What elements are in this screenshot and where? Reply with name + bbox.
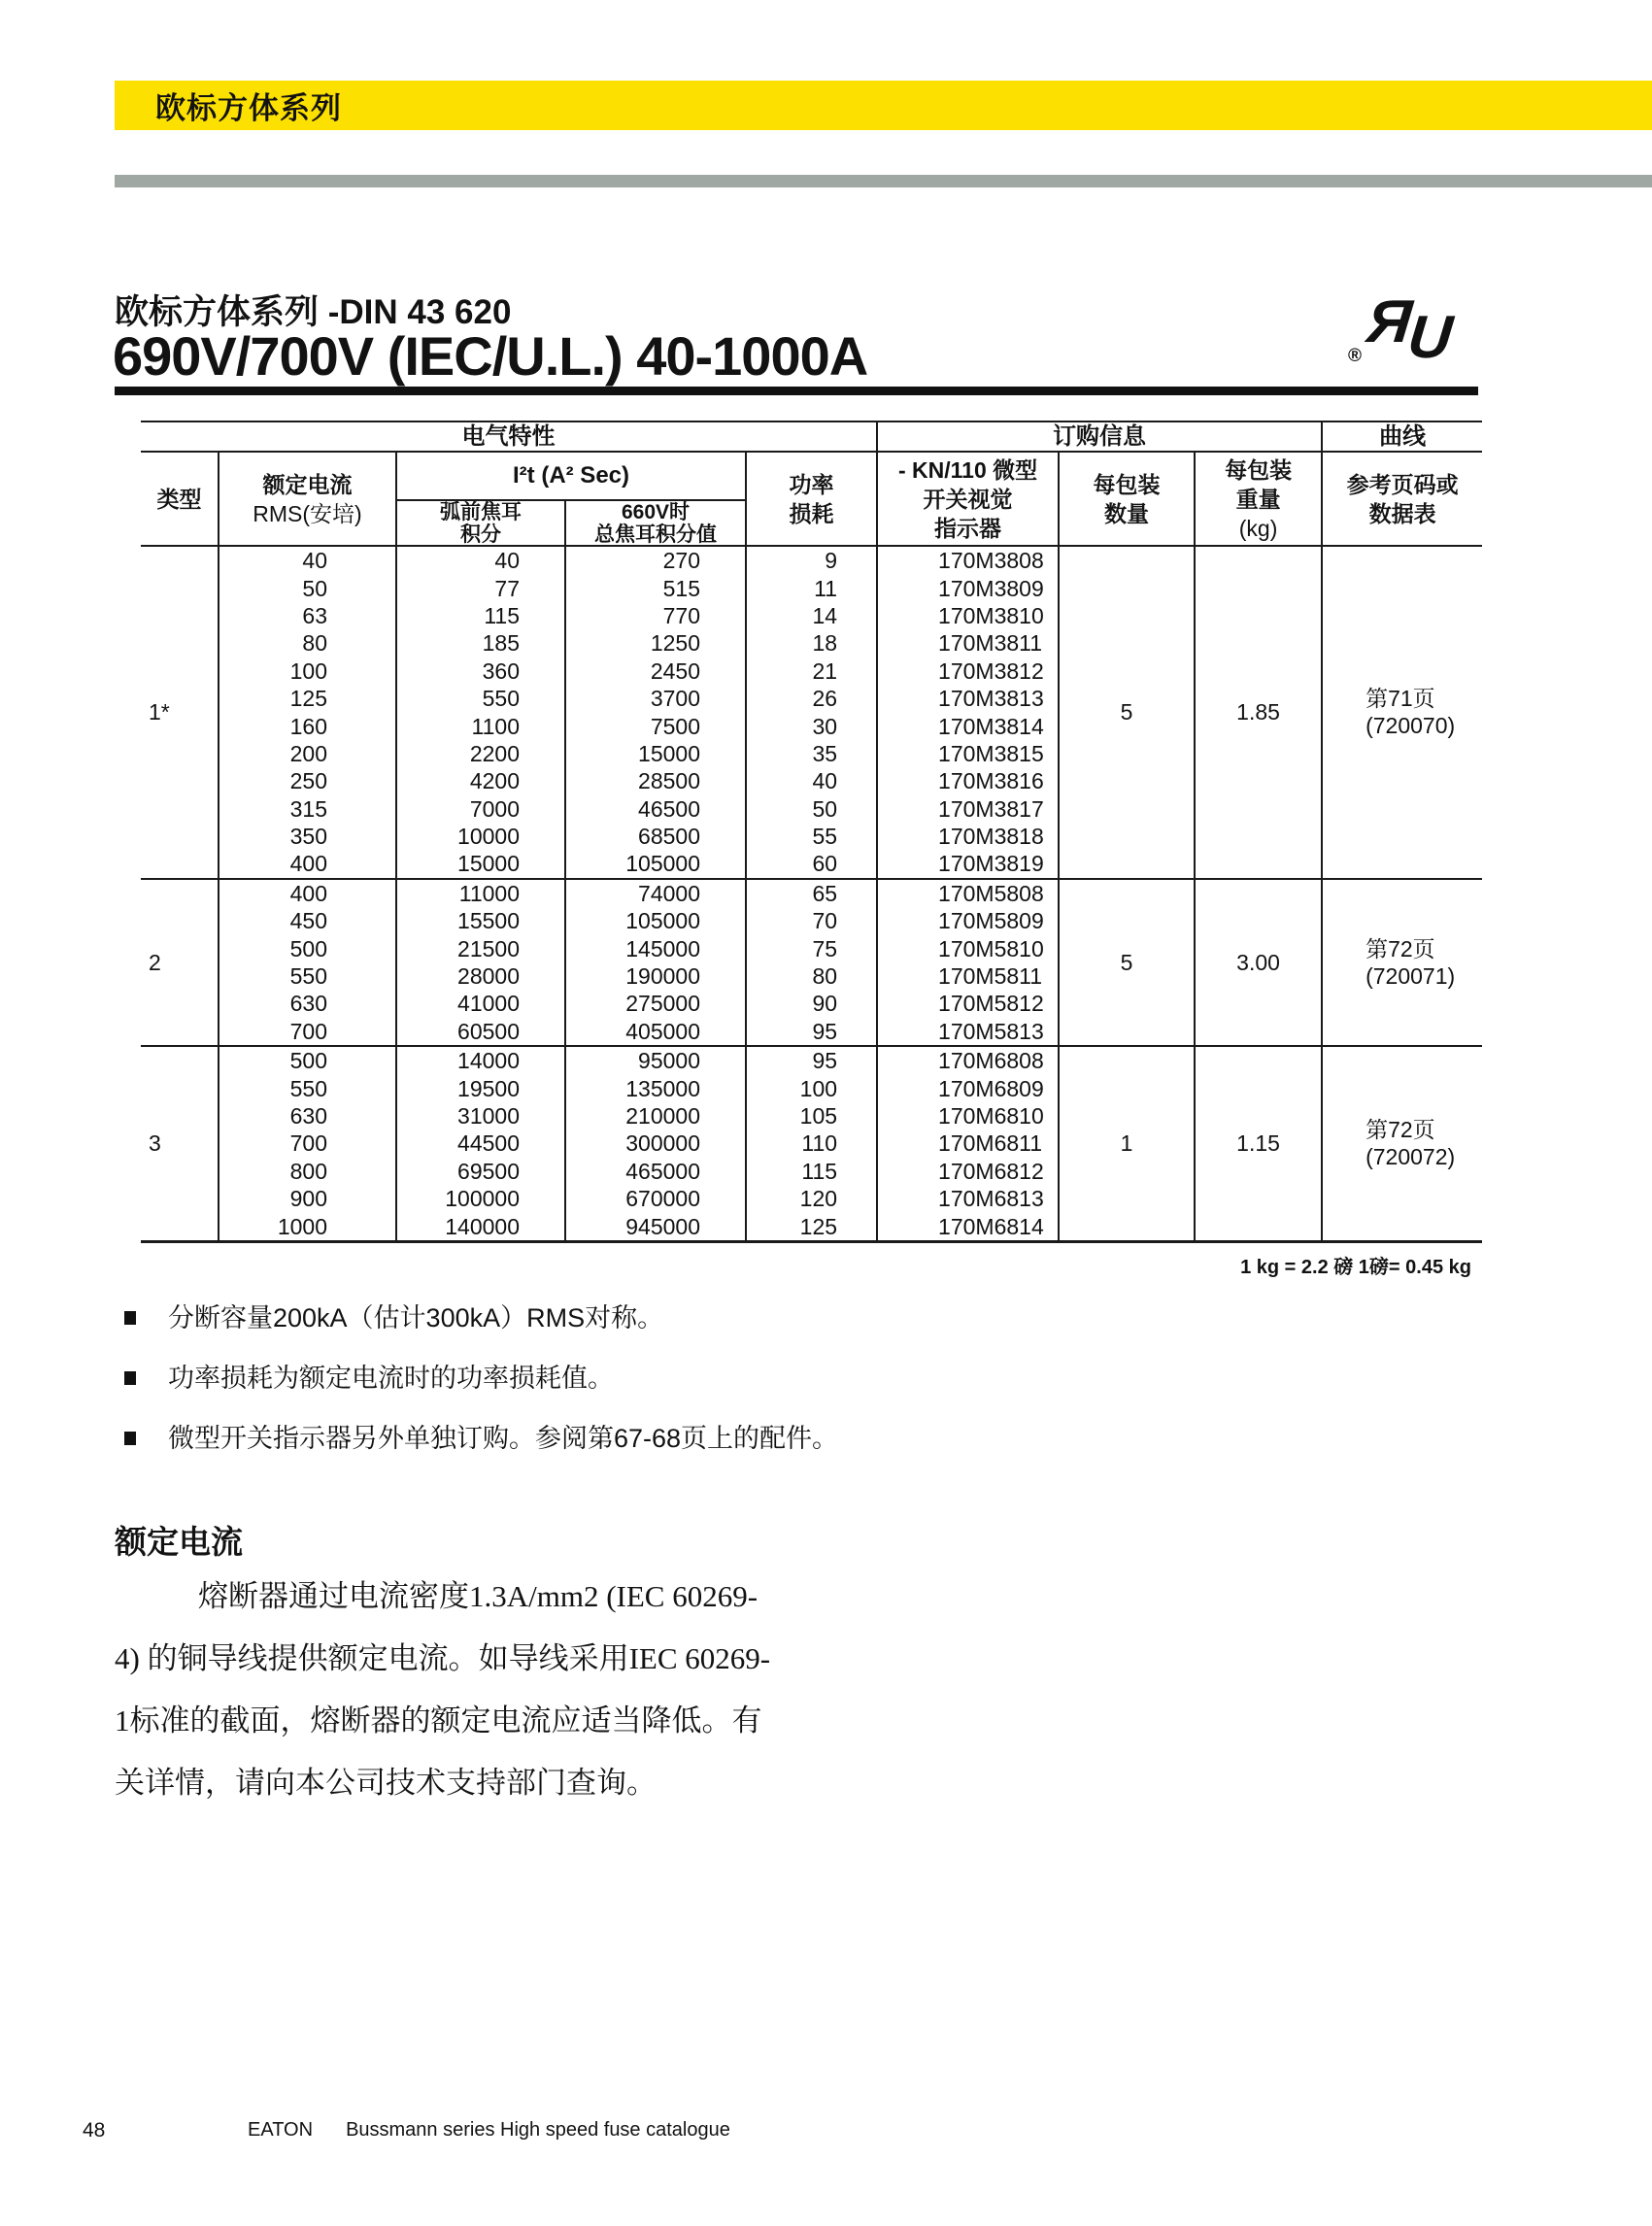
ul-recognized-mark bbox=[1348, 288, 1479, 384]
cell-power-loss: 125 bbox=[746, 1212, 877, 1241]
title-rule bbox=[115, 387, 1478, 395]
cell-prearc-i2t: 41000 bbox=[396, 990, 565, 1017]
cell-prearc-i2t: 115 bbox=[396, 602, 565, 629]
paragraph-line: 4) 的铜导线提供额定电流。如导线采用IEC 60269- bbox=[115, 1641, 771, 1675]
cell-total-i2t-660v: 270 bbox=[565, 546, 746, 574]
cell-rated-current: 700 bbox=[219, 1018, 396, 1046]
cell-total-i2t-660v: 515 bbox=[565, 574, 746, 601]
cell-part-number: 170M6813 bbox=[877, 1185, 1059, 1212]
cell-rated-current: 630 bbox=[219, 990, 396, 1017]
cell-rated-current: 450 bbox=[219, 907, 396, 934]
paragraph-line: 熔断器通过电流密度1.3A/mm2 (IEC 60269- bbox=[198, 1579, 759, 1613]
cell-power-loss: 30 bbox=[746, 712, 877, 739]
cell-rated-current: 500 bbox=[219, 1046, 396, 1074]
series-banner-label: 欧标方体系列 bbox=[155, 91, 342, 125]
cell-part-number: 170M3815 bbox=[877, 740, 1059, 767]
table-header-row bbox=[141, 452, 1482, 546]
cell-part-number: 170M3817 bbox=[877, 795, 1059, 823]
cell-prearc-i2t: 140000 bbox=[396, 1212, 565, 1241]
cell-prearc-i2t: 1100 bbox=[396, 712, 565, 739]
cell-power-loss: 9 bbox=[746, 546, 877, 574]
cell-total-i2t-660v: 2450 bbox=[565, 658, 746, 685]
cell-reference: 第72页 (720072) bbox=[1322, 1046, 1482, 1241]
cell-total-i2t-660v: 28500 bbox=[565, 767, 746, 794]
cell-prearc-i2t: 15500 bbox=[396, 907, 565, 934]
cell-power-loss: 70 bbox=[746, 907, 877, 934]
cell-total-i2t-660v: 945000 bbox=[565, 1212, 746, 1241]
ul-mark-u-glyph: U bbox=[1404, 304, 1456, 371]
table-row bbox=[141, 546, 1482, 574]
header-rated-current: 额定电流 RMS(安培) bbox=[219, 452, 396, 546]
cell-part-number: 170M6808 bbox=[877, 1046, 1059, 1074]
cell-rated-current: 630 bbox=[219, 1102, 396, 1130]
cell-power-loss: 21 bbox=[746, 658, 877, 685]
cell-power-loss: 95 bbox=[746, 1018, 877, 1046]
cell-rated-current: 800 bbox=[219, 1158, 396, 1185]
cell-total-i2t-660v: 770 bbox=[565, 602, 746, 629]
cell-total-i2t-660v: 670000 bbox=[565, 1185, 746, 1212]
cell-power-loss: 50 bbox=[746, 795, 877, 823]
cell-total-i2t-660v: 190000 bbox=[565, 962, 746, 990]
cell-weight-per-pack: 3.00 bbox=[1195, 879, 1322, 1046]
cell-prearc-i2t: 185 bbox=[396, 629, 565, 657]
registered-symbol: ® bbox=[1348, 346, 1362, 366]
cell-rated-current: 315 bbox=[219, 795, 396, 823]
cell-power-loss: 95 bbox=[746, 1046, 877, 1074]
header-total-660v: 660V时 总焦耳积分值 bbox=[564, 501, 745, 545]
cell-qty-per-pack: 1 bbox=[1059, 1046, 1195, 1241]
notes-list bbox=[124, 1301, 838, 1482]
cell-prearc-i2t: 10000 bbox=[396, 823, 565, 850]
table-row bbox=[141, 879, 1482, 907]
cell-rated-current: 200 bbox=[219, 740, 396, 767]
cell-total-i2t-660v: 275000 bbox=[565, 990, 746, 1017]
cell-part-number: 170M3813 bbox=[877, 685, 1059, 712]
cell-total-i2t-660v: 74000 bbox=[565, 879, 746, 907]
cell-total-i2t-660v: 210000 bbox=[565, 1102, 746, 1130]
cell-prearc-i2t: 77 bbox=[396, 574, 565, 601]
cell-part-number: 170M5812 bbox=[877, 990, 1059, 1017]
cell-total-i2t-660v: 405000 bbox=[565, 1018, 746, 1046]
cell-prearc-i2t: 2200 bbox=[396, 740, 565, 767]
cell-power-loss: 100 bbox=[746, 1074, 877, 1101]
cell-rated-current: 80 bbox=[219, 629, 396, 657]
table-section-row bbox=[141, 422, 1482, 452]
cell-rated-current: 550 bbox=[219, 1074, 396, 1101]
page-number: 48 bbox=[83, 2119, 106, 2142]
header-indicator: - KN/110 微型 开关视觉 指示器 bbox=[877, 452, 1059, 546]
cell-type: 2 bbox=[141, 879, 219, 1046]
cell-prearc-i2t: 21500 bbox=[396, 934, 565, 961]
cell-part-number: 170M5811 bbox=[877, 962, 1059, 990]
cell-prearc-i2t: 14000 bbox=[396, 1046, 565, 1074]
cell-power-loss: 60 bbox=[746, 850, 877, 878]
cell-qty-per-pack: 5 bbox=[1059, 879, 1195, 1046]
square-bullet-icon bbox=[124, 1311, 136, 1325]
header-prearc: 弧前焦耳 积分 bbox=[440, 500, 523, 546]
section-electrical: 电气特性 bbox=[141, 422, 877, 452]
cell-part-number: 170M3811 bbox=[877, 629, 1059, 657]
cell-rated-current: 50 bbox=[219, 574, 396, 601]
footer-brand-line bbox=[248, 2119, 730, 2142]
cell-weight-per-pack: 1.85 bbox=[1195, 546, 1322, 879]
cell-type: 1* bbox=[149, 699, 170, 725]
cell-rated-current: 700 bbox=[219, 1130, 396, 1157]
cell-power-loss: 14 bbox=[746, 602, 877, 629]
header-reference: 参考页码或 数据表 bbox=[1322, 452, 1482, 546]
note-text: 功率损耗为额定电流时的功率损耗值。 bbox=[168, 1364, 614, 1393]
cell-rated-current: 125 bbox=[219, 685, 396, 712]
header-i2t-title: I²t (A² Sec) bbox=[397, 453, 745, 501]
cell-part-number: 170M3814 bbox=[877, 712, 1059, 739]
square-bullet-icon bbox=[124, 1432, 136, 1445]
rated-current-paragraph bbox=[115, 1566, 1008, 1814]
cell-rated-current: 350 bbox=[219, 823, 396, 850]
cell-prearc-i2t: 19500 bbox=[396, 1074, 565, 1101]
cell-prearc-i2t: 60500 bbox=[396, 1018, 565, 1046]
rated-current-heading: 额定电流 bbox=[115, 1524, 243, 1560]
cell-power-loss: 110 bbox=[746, 1130, 877, 1157]
cell-prearc-i2t: 44500 bbox=[396, 1130, 565, 1157]
cell-prearc-i2t: 40 bbox=[396, 546, 565, 574]
cell-rated-current: 400 bbox=[219, 879, 396, 907]
cell-rated-current: 1000 bbox=[219, 1212, 396, 1241]
cell-prearc-i2t: 11000 bbox=[396, 879, 565, 907]
cell-part-number: 170M3808 bbox=[877, 546, 1059, 574]
table-row bbox=[141, 1046, 1482, 1074]
cell-total-i2t-660v: 1250 bbox=[565, 629, 746, 657]
fuse-table-body bbox=[141, 546, 1482, 1241]
cell-prearc-i2t: 69500 bbox=[396, 1158, 565, 1185]
header-type: 类型 bbox=[141, 452, 219, 546]
cell-total-i2t-660v: 135000 bbox=[565, 1074, 746, 1101]
cell-total-i2t-660v: 68500 bbox=[565, 823, 746, 850]
cell-total-i2t-660v: 105000 bbox=[565, 907, 746, 934]
cell-type: 3 bbox=[141, 1046, 219, 1241]
cell-power-loss: 40 bbox=[746, 767, 877, 794]
cell-total-i2t-660v: 95000 bbox=[565, 1046, 746, 1074]
spec-table bbox=[141, 421, 1482, 1243]
cell-part-number: 170M5808 bbox=[877, 879, 1059, 907]
cell-rated-current: 40 bbox=[219, 546, 396, 574]
cell-rated-current: 160 bbox=[219, 712, 396, 739]
cell-part-number: 170M3810 bbox=[877, 602, 1059, 629]
series-banner bbox=[115, 81, 1652, 130]
accent-gray-bar bbox=[115, 175, 1652, 187]
cell-reference: 第72页 (720071) bbox=[1322, 879, 1482, 1046]
cell-rated-current: 250 bbox=[219, 767, 396, 794]
cell-total-i2t-660v: 15000 bbox=[565, 740, 746, 767]
cell-part-number: 170M3812 bbox=[877, 658, 1059, 685]
note-item bbox=[124, 1362, 838, 1396]
cell-part-number: 170M3809 bbox=[877, 574, 1059, 601]
cell-total-i2t-660v: 465000 bbox=[565, 1158, 746, 1185]
cell-rated-current: 500 bbox=[219, 934, 396, 961]
cell-prearc-i2t: 4200 bbox=[396, 767, 565, 794]
paragraph-line: 关详情，请向本公司技术支持部门查询。 bbox=[115, 1766, 657, 1800]
cell-power-loss: 55 bbox=[746, 823, 877, 850]
footer-catalogue-title: Bussmann series High speed fuse catalogue bbox=[346, 2119, 730, 2141]
cell-reference: 第71页 (720070) bbox=[1322, 546, 1482, 879]
cell-part-number: 170M6809 bbox=[877, 1074, 1059, 1101]
cell-prearc-i2t: 550 bbox=[396, 685, 565, 712]
square-bullet-icon bbox=[124, 1371, 136, 1385]
cell-rated-current: 900 bbox=[219, 1185, 396, 1212]
cell-rated-current: 100 bbox=[219, 658, 396, 685]
cell-total-i2t-660v: 7500 bbox=[565, 712, 746, 739]
cell-part-number: 170M5809 bbox=[877, 907, 1059, 934]
cell-power-loss: 65 bbox=[746, 879, 877, 907]
cell-total-i2t-660v: 46500 bbox=[565, 795, 746, 823]
cell-prearc-i2t: 100000 bbox=[396, 1185, 565, 1212]
section-ordering: 订购信息 bbox=[877, 422, 1322, 452]
cell-rated-current: 550 bbox=[219, 962, 396, 990]
cell-part-number: 170M5810 bbox=[877, 934, 1059, 961]
cell-part-number: 170M6812 bbox=[877, 1158, 1059, 1185]
cell-power-loss: 105 bbox=[746, 1102, 877, 1130]
cell-power-loss: 90 bbox=[746, 990, 877, 1017]
ul-mark-r-glyph: Я bbox=[1364, 288, 1415, 355]
footer-brand: EATON bbox=[248, 2119, 314, 2141]
cell-power-loss: 120 bbox=[746, 1185, 877, 1212]
cell-part-number: 170M5813 bbox=[877, 1018, 1059, 1046]
cell-rated-current: 63 bbox=[219, 602, 396, 629]
cell-total-i2t-660v: 145000 bbox=[565, 934, 746, 961]
cell-prearc-i2t: 7000 bbox=[396, 795, 565, 823]
cell-part-number: 170M6814 bbox=[877, 1212, 1059, 1241]
note-item bbox=[124, 1301, 838, 1335]
cell-prearc-i2t: 360 bbox=[396, 658, 565, 685]
note-item bbox=[124, 1422, 838, 1456]
cell-power-loss: 115 bbox=[746, 1158, 877, 1185]
cell-part-number: 170M3818 bbox=[877, 823, 1059, 850]
header-i2t bbox=[396, 452, 746, 546]
cell-power-loss: 26 bbox=[746, 685, 877, 712]
cell-power-loss: 80 bbox=[746, 962, 877, 990]
cell-prearc-i2t: 31000 bbox=[396, 1102, 565, 1130]
section-curves: 曲线 bbox=[1322, 422, 1482, 452]
cell-prearc-i2t: 15000 bbox=[396, 850, 565, 878]
cell-power-loss: 11 bbox=[746, 574, 877, 601]
unit-conversion-note: 1 kg = 2.2 磅 1磅= 0.45 kg bbox=[1240, 1257, 1471, 1278]
header-qty-per-pack: 每包装 数量 bbox=[1059, 452, 1195, 546]
cell-total-i2t-660v: 3700 bbox=[565, 685, 746, 712]
cell-power-loss: 18 bbox=[746, 629, 877, 657]
cell-total-i2t-660v: 300000 bbox=[565, 1130, 746, 1157]
cell-prearc-i2t: 28000 bbox=[396, 962, 565, 990]
note-text: 分断容量200kA（估计300kA）RMS对称。 bbox=[168, 1303, 664, 1332]
section-title: 欧标方体系列 -DIN 43 620 bbox=[115, 293, 512, 331]
page-title: 690V/700V (IEC/U.L.) 40-1000A bbox=[113, 325, 868, 387]
cell-part-number: 170M3819 bbox=[877, 850, 1059, 878]
note-text: 微型开关指示器另外单独订购。参阅第67-68页上的配件。 bbox=[168, 1424, 839, 1453]
cell-total-i2t-660v: 105000 bbox=[565, 850, 746, 878]
cell-qty-per-pack: 5 bbox=[1059, 546, 1195, 879]
cell-part-number: 170M6810 bbox=[877, 1102, 1059, 1130]
cell-weight-per-pack: 1.15 bbox=[1195, 1046, 1322, 1241]
cell-power-loss: 75 bbox=[746, 934, 877, 961]
cell-part-number: 170M6811 bbox=[877, 1130, 1059, 1157]
cell-part-number: 170M3816 bbox=[877, 767, 1059, 794]
header-weight-per-pack: 每包装 重量 (kg) bbox=[1195, 452, 1322, 546]
header-power-loss: 功率 损耗 bbox=[746, 452, 877, 546]
paragraph-line: 1标准的截面，熔断器的额定电流应适当降低。有 bbox=[115, 1703, 762, 1737]
cell-power-loss: 35 bbox=[746, 740, 877, 767]
cell-rated-current: 400 bbox=[219, 850, 396, 878]
